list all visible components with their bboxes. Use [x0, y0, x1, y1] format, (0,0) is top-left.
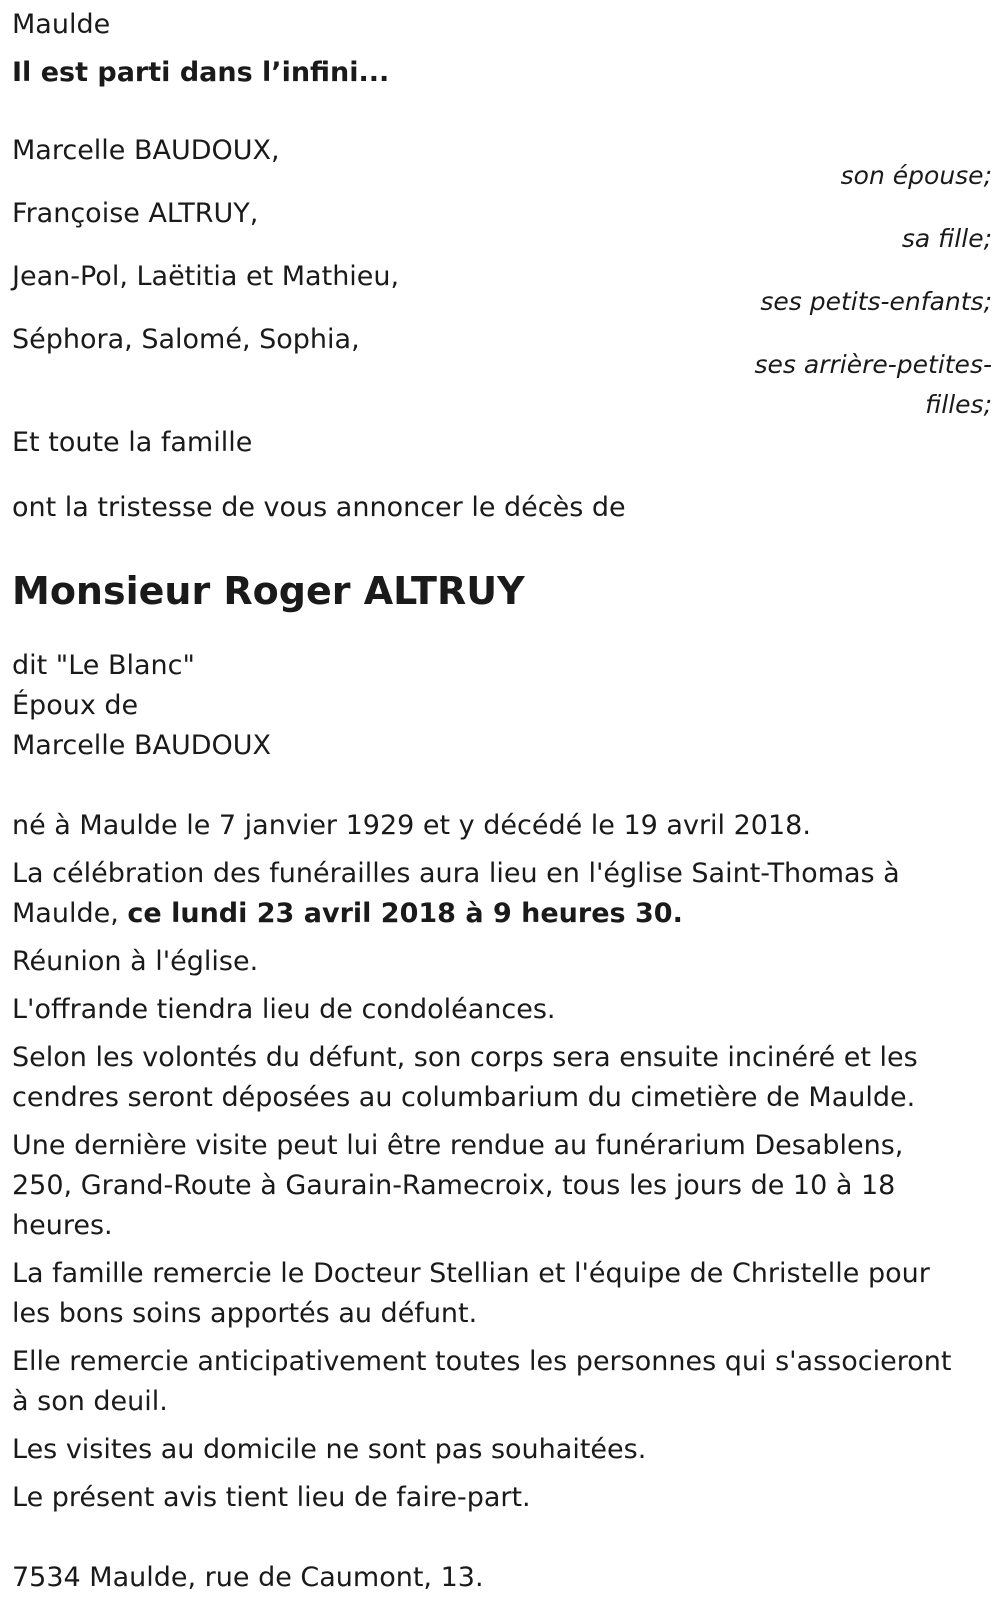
family-member-relation: sa fille;: [901, 224, 992, 253]
meeting-paragraph: Réunion à l'église.: [12, 946, 259, 977]
family-extra: Et toute la famille: [12, 427, 253, 458]
birth-death-line: né à Maulde le 7 janvier 1929 et y décédé le 19 avril 2018.: [12, 810, 811, 841]
deceased-name: Monsieur Roger ALTRUY: [12, 569, 525, 613]
announcement-line: ont la tristesse de vous annoncer le décès de: [12, 492, 626, 523]
home-address: 7534 Maulde, rue de Caumont, 13.: [12, 1562, 484, 1593]
offering-paragraph: L'offrande tiendra lieu de condoléances.: [12, 994, 556, 1025]
family-member-relation: son épouse;: [840, 161, 992, 190]
family-member-relation: ses petits-enfants;: [760, 287, 992, 316]
family-list: [12, 131, 992, 463]
family-member-name: Séphora, Salomé, Sophia,: [12, 324, 360, 355]
intro-line: Il est parti dans l’infini...: [12, 57, 390, 88]
cremation-paragraph: Selon les volontés du défunt, son corps sera ensuite incinéré et les cendres seront déposées au columbarium du cimetière de Maulde.: [12, 1042, 918, 1113]
family-member-name: Marcelle BAUDOUX,: [12, 135, 280, 166]
family-member-relation: ses arrière-petites-filles;: [754, 350, 992, 419]
deceased-info: [12, 646, 992, 766]
family-member-name: Jean-Pol, Laëtitia et Mathieu,: [12, 261, 400, 292]
spouse-name: Marcelle BAUDOUX: [12, 730, 272, 761]
place-name: Maulde: [12, 9, 111, 40]
visit-paragraph: Une dernière visite peut lui être rendue au funérarium Desablens, 250, Grand-Route à Gaurain-Ramecroix, tous les jours de 10 à 18 heures.: [12, 1130, 904, 1241]
thanks-paragraph: La famille remercie le Docteur Stellian et l'équipe de Christelle pour les bons soins apportés au défunt.: [12, 1258, 930, 1329]
obituary-notice: [12, 5, 992, 1598]
ceremony-paragraph: [12, 854, 972, 934]
ceremony-text: La célébration des funérailles aura lieu en l'église Saint-Thomas à Maulde,: [12, 858, 900, 929]
notice-paragraph: Le présent avis tient lieu de faire-part.: [12, 1482, 531, 1513]
thanks-ahead-paragraph: Elle remercie anticipativement toutes les personnes qui s'associeront à son deuil.: [12, 1346, 952, 1417]
spouse-label: Époux de: [12, 690, 139, 721]
family-member-name: Françoise ALTRUY,: [12, 198, 259, 229]
deceased-alias: dit "Le Blanc": [12, 650, 195, 681]
ceremony-date: ce lundi 23 avril 2018 à 9 heures 30.: [127, 898, 683, 929]
no-visits-paragraph: Les visites au domicile ne sont pas souhaitées.: [12, 1434, 647, 1465]
